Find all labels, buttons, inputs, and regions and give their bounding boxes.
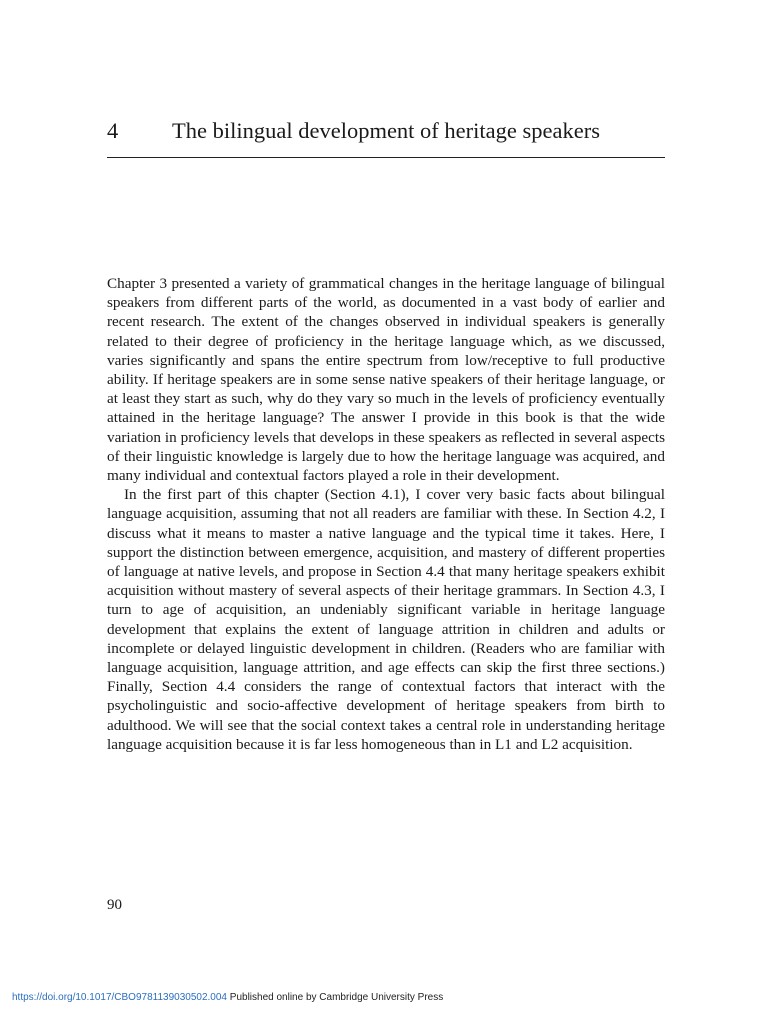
publisher-note: Published online by Cambridge University Press [227,992,444,1003]
paragraph-2: In the first part of this chapter (Section 4.1), I cover very basic facts about bilingual language acquisition, assuming that not all readers are familiar with these. In Section 4.2, I discuss what it means to master a native language and the typical time it takes. Here, I support the distinction between emergence, acquisition, and mastery of different properties of language at native levels, and propose in Section 4.4 that many heritage speakers exhibit acquisition without mastery of several aspects of their heritage grammars. In Section 4.3, I turn to age of acquisition, an undeniably significant variable in heritage language development that explains the extent of language attrition in children and adults or incomplete or delayed linguistic development in children. (Readers who are familiar with language acquisition, language attrition, and age effects can skip the first three sections.) Finally, Section 4.4 considers the range of contextual factors that interact with the psycholinguistic and socio-affective development of heritage speakers from birth to adulthood. We will see that the social context takes a central role in understanding heritage language acquisition because it is far less homogeneous than in L1 and L2 acquisition. [107,486,665,753]
heading-rule [107,157,665,158]
chapter-number: 4 [107,118,119,143]
paragraph-1: Chapter 3 presented a variety of grammatical changes in the heritage language of bilingual speakers from different parts of the world, as documented in a vast body of earlier and recent research. The extent of the changes observed in individual speakers is generally related to their degree of proficiency in the heritage language which, as we discussed, varies significantly and spans the entire spectrum from low/receptive to full productive ability. If heritage speakers are in some sense native speakers of their heritage language, or at least they start as such, why do they vary so much in the levels of proficiency eventually attained in the heritage language? The answer I provide in this book is that the wide variation in proficiency levels that develops in these speakers as reflected in several aspects of their linguistic knowledge is largely due to how the heritage language was acquired, and many individual and contextual factors played a role in their development. [107,275,665,485]
footer-line [12,991,443,1005]
doi-link[interactable]: https://doi.org/10.1017/CBO9781139030502.004 [12,992,227,1003]
page-number: 90 [107,897,122,913]
chapter-heading [107,116,665,146]
chapter-title: The bilingual development of heritage speakers [172,118,600,143]
body-text [107,274,665,754]
